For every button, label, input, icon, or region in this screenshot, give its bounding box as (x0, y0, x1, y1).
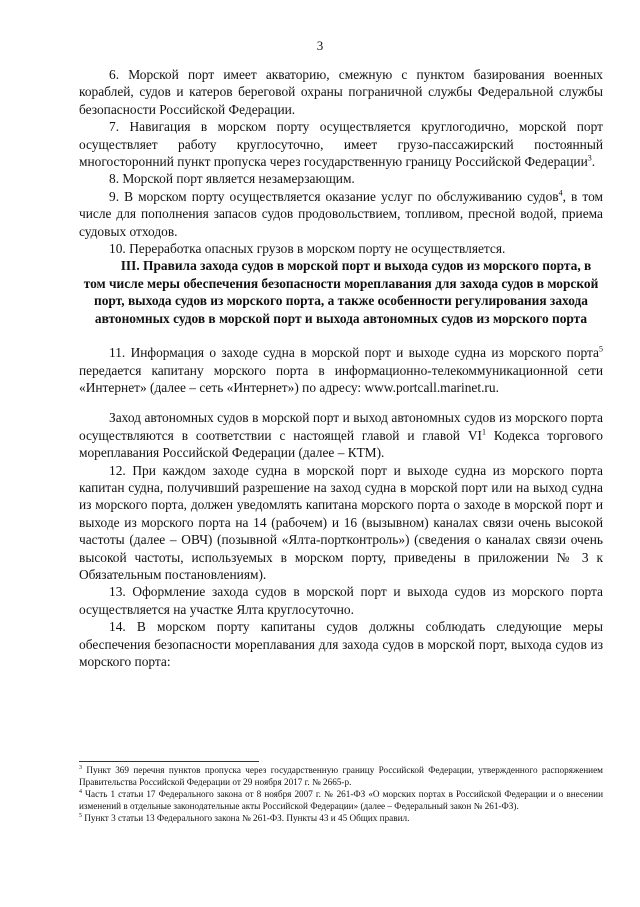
paragraph-7: 7. Навигация в морском порту осуществляется круглогодично, морской порт осуществляет работу круглосуточно, имеет грузо-пассажирский постоянный многосторонний пункт пропуска через государственную границу Российской Федерации$^3$. (79, 119, 603, 170)
paragraph-6: 6. Морской порт имеет акваторию, смежную с пунктом базирования военных кораблей, судов и катеров береговой охраны пограничной службы Федеральной службы безопасности Российской Федерации. (79, 67, 603, 117)
paragraph-11-autonomous: Заход автономных судов в морской порт и выход автономных судов из морского порта осуществляются в соответствии с настоящей главой и главой $VI^1$ Кодекса торгового мореплавания Российской Федерации (далее – КТМ). (79, 410, 604, 461)
footnote-4: $^4$ Часть 1 статьи 17 Федерального закона от 8 ноября 2007 г. № 261-ФЗ «О морских портах в Российской Федерации и о внесении изменений в отдельные законодательные акты Российской Федерации» (далее – Федеральный закон № 261-ФЗ). (79, 789, 603, 811)
footnote-5: $^5$ Пункт 3 статьи 13 Федерального закона № 261-ФЗ. Пункты 43 и 45 Общих правил. (79, 813, 410, 824)
paragraph-8: 8. Морской порт является незамерзающим. (109, 171, 355, 187)
paragraph-13: 13. Оформление захода судов в морской порт и выхода судов из морского порта осуществляется на участке Ялта круглосуточно. (79, 584, 603, 617)
footnote-ref-5: 5 (599, 344, 603, 354)
footnote-ref-4: 4 (558, 188, 563, 198)
section-heading: III. Правила захода судов в морской порт и выхода судов из морского порта, в том числе меры обеспечения безопасности мореплавания для захода судов в морской порт, выхода судов из морского порта, а также особенности регулирования захода автономных судов в морской порт и выхода автономных судов из морского порта (83, 258, 599, 326)
footnotes (79, 765, 603, 826)
paragraph-9: 9. В морском порту осуществляется оказание услуг по обслуживанию судов$^4$, в том числе для пополнения запасов судов продовольствием, топливом, пресной водой, приема судовых отходов. (79, 188, 603, 239)
paragraph-12: 12. При каждом заходе судна в морской порт и выходе судна из морского порта капитан судна, получивший разрешение на заход судна в морской порт или на выход судна из морского порта, должен уведомлять капитана морского порта о заходе в морской порт и выходе из морского порта на 14 (рабочем) и 16 (вызывном) каналах связи очень высокой частоты (далее – ОВЧ) (позывной «Ялта-портконтроль») (сведения о каналах связи очень высокой частоты, используемых в морском порту, приведены в приложении № 3 к Обязательным постановлениям). (79, 462, 603, 582)
chapter-superscript: 1 (481, 427, 486, 437)
paragraph-14: 14. В морском порту капитаны судов должны соблюдать следующие меры обеспечения безопасности мореплавания для захода судов в морской порт, выхода судов из морского порта: (79, 619, 603, 669)
paragraph-10: 10. Переработка опасных грузов в морском порту не осуществляется. (109, 241, 506, 257)
footnote-3: $^3$ Пункт 369 перечня пунктов пропуска через государственную границу Российской Федерации, утвержденного распоряжением Правительства Российской Федерации от 29 ноября 2017 г. № 2665-р. (79, 764, 603, 787)
document-body (79, 66, 603, 670)
footnote-divider (79, 761, 259, 762)
page-number: 3 (316, 38, 324, 53)
paragraph-11: 11. Информация о заходе судна в морской порт и выходе судна из морского порта$^5$ передается капитану морского порта в информационно-телекоммуникационной сети «Интернет» (далее – сеть «Интернет») по адресу: www.portcall.marinet.ru. (79, 344, 603, 395)
footnote-ref-3: 3 (587, 153, 592, 163)
